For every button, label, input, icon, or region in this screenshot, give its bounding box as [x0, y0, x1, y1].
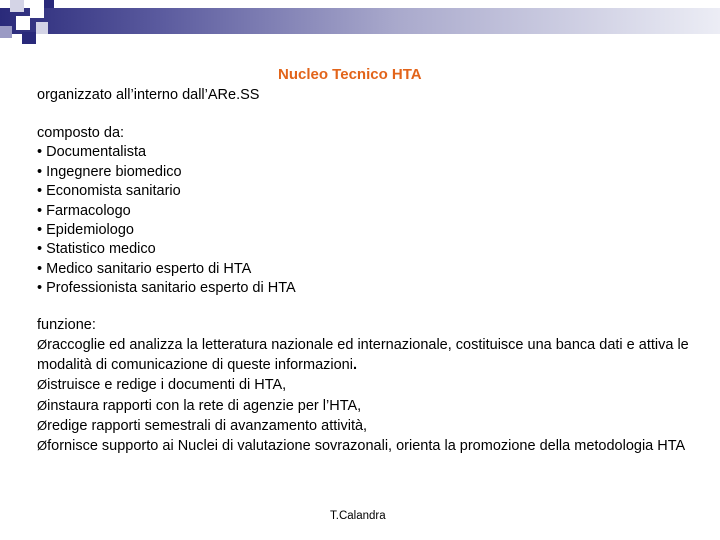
slide-title: Nucleo Tecnico HTA [278, 66, 422, 83]
funzione-heading: funzione: [37, 317, 96, 333]
composto-heading: composto da: [37, 125, 125, 141]
bullet-marker: • [37, 183, 43, 200]
list-item-text: Medico sanitario esperto di HTA [46, 260, 252, 277]
funzione-item [37, 335, 697, 375]
list-item [37, 260, 296, 279]
decor-square-light-2 [36, 22, 48, 34]
bullet-marker: • [37, 241, 43, 258]
arrow-bullet-icon: Ø [37, 377, 48, 393]
list-item [37, 202, 296, 221]
bullet-marker: • [37, 280, 43, 297]
decor-square-white-2 [16, 16, 30, 30]
arrow-bullet-icon: Ø [37, 337, 48, 353]
decor-square-white [30, 4, 44, 18]
decor-square-mid [0, 26, 12, 38]
funzione-item-end: . [352, 356, 357, 373]
bullet-marker: • [37, 144, 43, 161]
bullet-marker: • [37, 260, 43, 277]
funzione-item [37, 416, 697, 436]
arrow-bullet-icon: Ø [37, 397, 48, 413]
funzione-item [37, 375, 697, 395]
arrow-bullet-icon: Ø [37, 438, 48, 454]
funzione-item-text: istruisce e redige i documenti di HTA, [47, 377, 287, 394]
decor-square-light [10, 0, 24, 12]
list-item-text: Professionista sanitario esperto di HTA [46, 280, 296, 297]
funzione-item [37, 396, 697, 416]
funzione-item-text: raccoglie ed analizza la letteratura nazionale ed internazionale, costituisce una banca dati e attiva le modalità di comunicazione di queste informazioni [37, 337, 689, 373]
list-item-text: Farmacologo [46, 202, 131, 219]
list-item [37, 279, 296, 298]
funzione-item-text: fornisce supporto ai Nuclei di valutazione sovrazonali, orienta la promozione della metodologia HTA [47, 438, 686, 455]
funzione-item [37, 436, 697, 456]
composto-section [37, 124, 296, 299]
list-item-text: Epidemiologo [46, 222, 134, 239]
footer-author: T.Calandra [330, 510, 386, 522]
list-item-text: Documentalista [46, 144, 147, 161]
slide-subtitle: organizzato all’interno dall’ARe.SS [37, 87, 260, 103]
bullet-marker: • [37, 163, 43, 180]
list-item [37, 143, 296, 162]
funzione-item-text: redige rapporti semestrali di avanzamento attività, [47, 418, 368, 435]
list-item [37, 182, 296, 201]
arrow-bullet-icon: Ø [37, 418, 48, 434]
funzione-section [37, 316, 697, 457]
list-item-text: Ingegnere biomedico [46, 163, 182, 180]
header-gradient-band [0, 8, 720, 34]
composto-list [37, 143, 296, 298]
list-item-text: Statistico medico [46, 241, 156, 258]
list-item [37, 240, 296, 259]
bullet-marker: • [37, 222, 43, 239]
bullet-marker: • [37, 202, 43, 219]
list-item [37, 221, 296, 240]
funzione-item-text: instaura rapporti con la rete di agenzie per l’HTA, [47, 397, 362, 414]
list-item [37, 163, 296, 182]
decor-square-navy-2 [22, 32, 36, 44]
list-item-text: Economista sanitario [46, 183, 181, 200]
decor-square-navy [44, 0, 54, 8]
